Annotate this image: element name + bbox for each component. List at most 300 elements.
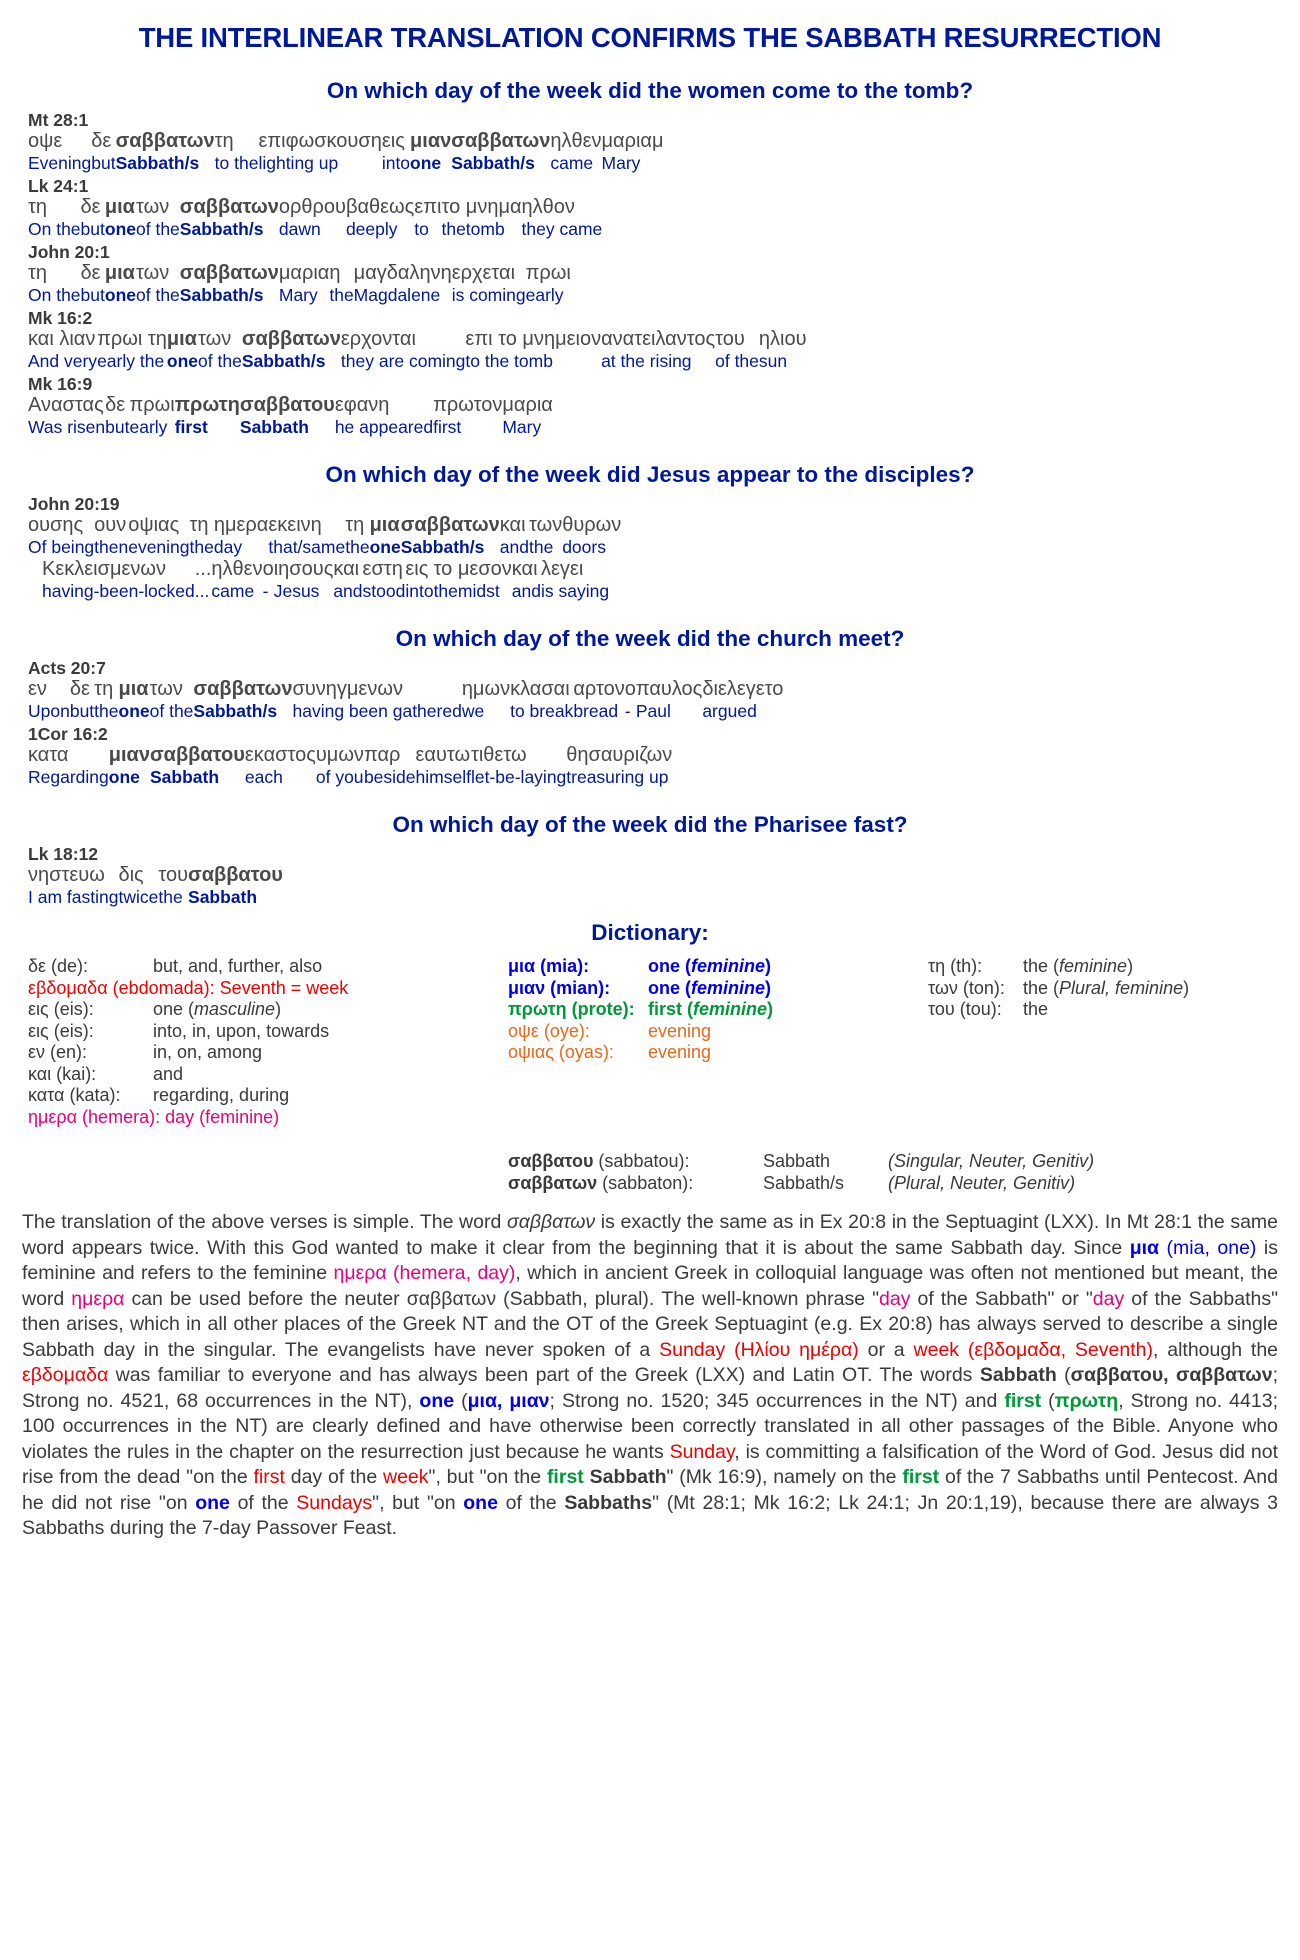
greek-token: πρωι <box>129 394 175 416</box>
greek-token: σαββατων <box>193 678 293 700</box>
dictionary-definition: the <box>1023 999 1049 1019</box>
greek-row <box>28 130 664 152</box>
greek-token: ... <box>194 558 212 580</box>
verse-block <box>0 374 1300 438</box>
english-token: deeply <box>345 219 398 239</box>
dictionary-definition: Sabbath/s <box>763 1172 845 1193</box>
english-row <box>28 886 283 908</box>
section-question: On which day of the week did the women come to the tomb? <box>326 78 974 103</box>
english-token: I am fasting <box>28 887 119 907</box>
english-token: they are coming <box>340 351 466 371</box>
greek-token: μια <box>104 196 135 218</box>
dictionary-term: δε (de): <box>28 956 89 976</box>
english-token: that/same <box>268 537 346 557</box>
verse-reference: Lk 24:1 <box>28 176 89 196</box>
greek-token: πρωτον <box>433 394 503 416</box>
greek-token: των <box>136 196 170 218</box>
greek-token: ορθρου <box>278 196 346 218</box>
greek-token: ο <box>624 678 636 700</box>
greek-row <box>28 514 621 536</box>
paragraph-text: , although the <box>1152 1338 1279 1361</box>
english-token: then <box>94 537 129 557</box>
paragraph-highlight: one <box>195 1491 230 1514</box>
english-token: the <box>189 537 214 557</box>
interlinear-table <box>28 196 602 240</box>
greek-token: εαυτω <box>415 744 471 766</box>
english-token: evening <box>128 537 190 557</box>
paragraph-highlight: Sunday (Ηλίου ημέρα) <box>659 1338 859 1361</box>
greek-row <box>28 394 553 416</box>
greek-token: θησαυριζων <box>566 744 673 766</box>
greek-token: δε <box>80 196 101 218</box>
greek-token: πρωτη <box>174 394 240 416</box>
english-token: the <box>433 581 458 601</box>
paragraph-highlight: one <box>463 1491 498 1514</box>
english-token: and <box>511 581 541 601</box>
english-token: the <box>94 701 119 721</box>
english-token: first <box>433 417 462 437</box>
greek-token: των <box>149 678 183 700</box>
dictionary-entry <box>28 956 508 978</box>
greek-token: παυλος <box>635 678 703 700</box>
paragraph-highlight: first <box>1004 1389 1042 1412</box>
dictionary-term: εβδομαδα (ebdomada): Seventh = week <box>28 977 349 998</box>
dictionary-definition: first (feminine) <box>648 999 774 1019</box>
section-question: On which day of the week did Jesus appear to the disciples? <box>325 462 975 487</box>
english-row <box>28 284 571 306</box>
english-token: doors <box>562 537 606 557</box>
interlinear-table <box>28 394 553 438</box>
english-row <box>28 218 602 240</box>
english-token: one <box>410 153 442 173</box>
greek-token: σαββατου <box>188 864 283 886</box>
english-token: lighting up <box>258 153 339 173</box>
greek-token: και <box>499 514 526 536</box>
english-token: they came <box>521 219 603 239</box>
english-row <box>28 152 664 174</box>
english-token: Sabbath/s <box>451 153 535 173</box>
english-token: but <box>105 417 130 437</box>
greek-token: δε <box>69 678 90 700</box>
greek-token: εφανη <box>334 394 390 416</box>
english-token: Of being <box>28 537 95 557</box>
dictionary-term: και (kai): <box>28 1063 97 1084</box>
english-token: Paul <box>635 701 671 721</box>
english-token: one <box>369 537 401 557</box>
english-token: but <box>80 219 105 239</box>
greek-token: πρωι τη <box>97 328 167 350</box>
paragraph-highlight: day <box>1092 1287 1125 1310</box>
greek-token: του <box>715 328 745 350</box>
paragraph-highlight: (mia, one) <box>1159 1236 1257 1259</box>
english-token: Sabbath/s <box>115 153 200 173</box>
english-row <box>28 416 553 438</box>
verse-reference: Mk 16:2 <box>28 308 93 328</box>
greek-token: ιησους <box>273 558 334 580</box>
greek-token: Κεκλεισμενων <box>42 558 167 580</box>
greek-token: εις <box>381 130 405 152</box>
explanatory-paragraph <box>22 1210 1278 1542</box>
interlinear-table <box>28 328 807 372</box>
dictionary-definition: one (feminine) <box>648 956 772 976</box>
verse-reference: John 20:19 <box>28 494 120 514</box>
english-token: Mary <box>601 153 641 173</box>
paragraph-highlight: first <box>902 1466 940 1488</box>
interlinear-table <box>28 262 571 306</box>
greek-token: και λιαν <box>28 328 96 350</box>
verse-block <box>0 176 1300 240</box>
english-token: let-be-laying <box>470 767 567 787</box>
greek-token: διελεγετο <box>702 678 784 700</box>
verse-block <box>0 242 1300 306</box>
english-token: the <box>158 887 183 907</box>
paragraph-highlight: Sabbath <box>979 1364 1057 1386</box>
english-token: at the rising <box>601 351 692 371</box>
paragraph-text: ( <box>1041 1389 1055 1412</box>
dictionary-entry <box>508 956 928 978</box>
verse-block <box>0 110 1300 174</box>
english-token: midst <box>457 581 500 601</box>
verse-block <box>0 724 1300 788</box>
verse-block <box>0 558 1300 602</box>
dictionary-entry <box>508 999 928 1021</box>
dictionary-grammar-note: (Plural, Neuter, Genitiv) <box>888 1172 1076 1193</box>
paragraph-text: of the Sabbaths" then arises, which in all other places of the Greek NT and the OT of the Greek Septuagint (e.g. Ex 20:8) has always served to describe a single Sabbath day in the singular. The evangelists have never spoken of a <box>22 1287 1279 1361</box>
paragraph-highlight: first <box>546 1466 584 1488</box>
greek-token: μιαν <box>410 130 452 152</box>
greek-token: νηστευω <box>28 864 105 886</box>
greek-token: τη <box>214 130 234 152</box>
english-token: treasuring up <box>566 767 669 787</box>
paragraph-highlight: ημερα (hemera, day) <box>333 1262 516 1284</box>
dictionary-term: τη (th): <box>928 956 983 976</box>
greek-token: πρωι <box>525 262 571 284</box>
paragraph-text: of the <box>497 1491 565 1514</box>
paragraph-highlight: μια, μιαν <box>467 1389 550 1412</box>
greek-token: ηλθον <box>521 196 575 218</box>
greek-row <box>28 744 672 766</box>
paragraph-text: is exactly the same as in Ex 20:8 in the Septuagint (LXX). In Mt 28:1 the same word appears twice. With this God wanted to make it clear from the beginning that it is about the same Sabbath day. Since <box>22 1211 1279 1259</box>
greek-token: συνηγμενων <box>292 678 403 700</box>
dictionary-term: πρωτη (prote): <box>508 999 635 1019</box>
greek-row <box>28 262 571 284</box>
dictionary-definition: in, on, among <box>153 1042 263 1062</box>
english-token: of the <box>715 351 759 371</box>
english-token: Mary <box>278 285 318 305</box>
greek-row <box>28 196 602 218</box>
dictionary-definition: evening <box>648 1042 712 1062</box>
paragraph-text: The translation of the above verses is simple. The word <box>22 1211 507 1233</box>
verse-block <box>0 494 1300 558</box>
greek-token: σαββατων <box>179 196 279 218</box>
dictionary-sabbath-entry <box>508 1173 1280 1195</box>
english-token: twice <box>118 887 159 907</box>
greek-token: το <box>433 558 453 580</box>
dictionary-term: σαββατων (sabbaton): <box>508 1172 694 1193</box>
english-token: tomb <box>465 219 505 239</box>
greek-token: ο <box>262 558 274 580</box>
english-token: Magdalene <box>353 285 441 305</box>
english-token: to <box>414 219 429 239</box>
dictionary-entry <box>28 1085 508 1107</box>
greek-token: ερχονται <box>340 328 416 350</box>
interlinear-table <box>28 130 664 174</box>
paragraph-highlight: σαββατων <box>506 1211 596 1233</box>
greek-token: του <box>158 864 189 886</box>
english-token: of you <box>315 767 364 787</box>
greek-token: ουσης <box>28 514 84 536</box>
greek-token: μια <box>104 262 135 284</box>
paragraph-highlight: Sundays <box>296 1491 373 1514</box>
greek-token: οψε <box>28 130 63 152</box>
paragraph-text: can be used before the neuter σαββατων (Sabbath, plural). The well-known phrase " <box>124 1287 880 1310</box>
greek-token: ηλιου <box>758 328 807 350</box>
dictionary-definition: and <box>153 1063 184 1084</box>
greek-token: επι το μνημειον <box>465 328 602 350</box>
dictionary-term: του (tou): <box>928 999 1002 1019</box>
english-token: Mary <box>502 417 542 437</box>
interlinear-table <box>28 864 283 908</box>
dictionary-entry <box>928 999 1268 1021</box>
greek-token: μαγδαληνη <box>353 262 452 284</box>
greek-token: τη <box>189 514 209 536</box>
greek-token: των <box>136 262 170 284</box>
english-token: the <box>329 285 354 305</box>
paragraph-text: ; Strong no. 1520; 345 occurrences in the NT) and <box>549 1389 1005 1412</box>
dictionary-entry <box>508 1021 928 1043</box>
english-token: Jesus <box>273 581 320 601</box>
paragraph-highlight: week (εβδομαδα, Seventh) <box>913 1338 1153 1361</box>
greek-token: εκαστος <box>244 744 316 766</box>
interlinear-table <box>28 514 621 558</box>
greek-token: δε <box>105 394 126 416</box>
verse-reference: John 20:1 <box>28 242 110 262</box>
dictionary-term: οψε (oye): <box>508 1020 590 1041</box>
paragraph-highlight: πρωτη <box>1054 1389 1119 1412</box>
dictionary-entry <box>928 978 1268 1000</box>
english-token: dawn <box>278 219 321 239</box>
english-token: Sabbath/s <box>241 351 326 371</box>
greek-token: μαρια <box>502 394 553 416</box>
greek-token: θυρων <box>562 514 622 536</box>
greek-row <box>28 864 283 886</box>
english-token: sun <box>758 351 788 371</box>
dictionary-term: μιαν (mian): <box>508 977 611 998</box>
english-token: ... <box>194 581 210 601</box>
greek-token: η <box>329 262 341 284</box>
dictionary-term: σαββατου (sabbatou): <box>508 1151 690 1171</box>
greek-token: παρ <box>363 744 401 766</box>
paragraph-highlight: week <box>382 1466 429 1488</box>
english-token: but <box>91 153 116 173</box>
page-title: THE INTERLINEAR TRANSLATION CONFIRMS THE SABBATH RESURRECTION <box>138 22 1162 53</box>
english-row <box>28 700 783 722</box>
greek-token: το <box>441 196 461 218</box>
english-token: of the <box>149 701 194 721</box>
dictionary-term: των (ton): <box>928 977 1005 998</box>
dictionary-entry <box>28 1107 508 1129</box>
dictionary-sabbath-block <box>0 1130 1300 1194</box>
greek-token: μια <box>118 678 149 700</box>
english-token: On the <box>28 285 81 305</box>
greek-token: σαββατου <box>239 394 335 416</box>
english-token: Evening <box>28 153 92 173</box>
dictionary-entry <box>28 1042 508 1064</box>
dictionary-definition: one (masculine) <box>153 999 282 1019</box>
dictionary-title: Dictionary: <box>591 920 709 945</box>
english-token: is coming <box>451 285 526 305</box>
english-token: Upon <box>28 701 70 721</box>
paragraph-text: ( <box>454 1389 468 1412</box>
english-token: into <box>405 581 434 601</box>
greek-token: εις <box>405 558 429 580</box>
paragraph-text: ( <box>1056 1364 1071 1386</box>
dictionary-column-left <box>28 956 508 1128</box>
dictionary-term: εν (en): <box>28 1042 88 1062</box>
verse-block <box>0 658 1300 722</box>
english-token: Regarding <box>28 767 109 787</box>
interlinear-table <box>42 558 609 602</box>
dictionary-term: εις (eis): <box>28 1020 94 1041</box>
dictionary-term: κατα (kata): <box>28 1085 121 1105</box>
english-token: early <box>525 285 564 305</box>
greek-token: κατα <box>28 744 69 766</box>
paragraph-text: , Strong no. 4413; 100 occurrences in the NT) are clearly defined and have otherwise been correctly translated in all other passages of the Bible. Anyone who violates the rules in the chapter on the resurrection just because he wants <box>22 1389 1278 1463</box>
greek-token: σαββατου <box>149 744 245 766</box>
verse-block <box>0 844 1300 908</box>
paragraph-highlight: Sabbath <box>589 1466 667 1488</box>
english-token: each <box>244 767 283 787</box>
paragraph-highlight: ημερα <box>71 1287 125 1310</box>
english-token: but <box>69 701 95 721</box>
paragraph-highlight: μια <box>1129 1236 1160 1259</box>
dictionary-column-middle <box>508 956 928 1128</box>
english-token: one <box>108 767 140 787</box>
dictionary-definition: Sabbath <box>763 1151 831 1171</box>
dictionary-term: εις (eis): <box>28 999 94 1019</box>
greek-token: και <box>333 558 360 580</box>
verse-reference: Lk 18:12 <box>28 844 99 864</box>
english-token: Sabbath <box>239 417 309 437</box>
sections-container <box>0 78 1300 908</box>
verse-reference: Mk 16:9 <box>28 374 93 394</box>
greek-token: επι <box>414 196 442 218</box>
english-token: early <box>129 417 168 437</box>
verse-reference: 1Cor 16:2 <box>28 724 108 744</box>
dictionary-definition: but, and, further, also <box>153 956 323 976</box>
dictionary-definition: into, in, upon, towards <box>153 1020 330 1041</box>
english-token: of the <box>198 351 242 371</box>
greek-token: εκεινη <box>268 514 322 536</box>
english-token: Sabbath/s <box>193 701 278 721</box>
greek-token: των <box>198 328 232 350</box>
english-token: having been gathered <box>292 701 462 721</box>
dictionary-term: μια (mia): <box>508 956 590 976</box>
english-token: and <box>499 537 529 557</box>
greek-token: μνημα <box>465 196 522 218</box>
paragraph-highlight: one <box>419 1389 455 1412</box>
english-token: one <box>166 351 199 371</box>
dictionary-entry <box>28 978 508 1000</box>
greek-token: ανατειλαντος <box>601 328 716 350</box>
paragraph-text: is feminine and refers to the feminine <box>22 1236 1279 1284</box>
paragraph-text: ", but "on the <box>428 1466 547 1488</box>
english-token: having-been-locked <box>42 581 195 601</box>
greek-token: σαββατων <box>179 262 279 284</box>
greek-token: λεγει <box>541 558 584 580</box>
english-token: And very <box>28 351 98 371</box>
greek-token: εν <box>28 678 47 700</box>
english-token: - <box>624 701 631 721</box>
english-row <box>28 536 621 558</box>
english-token: Sabbath/s <box>400 537 485 557</box>
english-token: On the <box>28 219 81 239</box>
dictionary-definition: the (feminine) <box>1023 956 1134 976</box>
greek-token: σαββατων <box>451 130 551 152</box>
paragraph-text: of the 7 Sabbaths until Pentecost. And he did not rise "on <box>22 1466 1278 1514</box>
paragraph-text: , which in ancient Greek in colloquial language was often not mentioned but meant, the word <box>22 1262 1279 1310</box>
english-token: bread <box>573 701 619 721</box>
greek-token: Αναστας <box>28 394 104 416</box>
verse-block <box>0 308 1300 372</box>
greek-row <box>28 678 783 700</box>
dictionary-sabbath-spacer <box>28 1130 508 1194</box>
english-token: first <box>174 417 208 437</box>
english-token: Sabbath/s <box>179 285 264 305</box>
english-token: Sabbath/s <box>179 219 264 239</box>
dictionary-entry <box>508 978 928 1000</box>
greek-token: τη <box>94 678 114 700</box>
paragraph-highlight: εβδομαδα <box>22 1364 109 1386</box>
english-row <box>42 580 609 602</box>
english-token: to break <box>510 701 574 721</box>
greek-token: ηλθεν <box>550 130 602 152</box>
english-token: - <box>262 581 269 601</box>
greek-token: εστη <box>362 558 403 580</box>
greek-token: σαββατων <box>241 328 341 350</box>
english-token: but <box>80 285 105 305</box>
interlinear-table <box>28 678 783 722</box>
english-token: himself <box>415 767 471 787</box>
dictionary-definition: regarding, during <box>153 1085 290 1105</box>
english-token: the <box>528 537 554 557</box>
dictionary-term: οψιας (oyas): <box>508 1042 614 1062</box>
english-token: is saying <box>541 581 610 601</box>
greek-token: δε <box>91 130 112 152</box>
greek-token: σαββατων <box>400 514 500 536</box>
paragraph-text: ; Strong no. 4521, 68 occurrences in the NT), <box>22 1364 1278 1412</box>
paragraph-text: , is committing a falsification of the Word of God. Jesus did not rise from the dead "on the <box>22 1440 1279 1488</box>
paragraph-highlight: first <box>253 1466 285 1488</box>
paragraph-text: " (Mt 28:1; Mk 16:2; Lk 24:1; Jn 20:1,19), because there are always 3 Sabbaths during the 7-day Passover Feast. <box>22 1491 1278 1539</box>
english-token: early the <box>97 351 165 371</box>
verse-reference: Mt 28:1 <box>28 110 89 130</box>
english-token: to the tomb <box>465 351 553 371</box>
greek-token: μαριαμ <box>601 130 664 152</box>
greek-token: ερχεται <box>451 262 516 284</box>
dictionary-entry <box>28 1064 508 1086</box>
dictionary-entry <box>508 1042 928 1064</box>
paragraph-highlight: Sabbaths <box>564 1491 653 1514</box>
section-question: On which day of the week did the Pharisee fast? <box>392 812 908 837</box>
english-token: argued <box>702 701 757 721</box>
paragraph-text: ", but "on <box>372 1491 464 1514</box>
paragraph-highlight: day <box>879 1287 911 1310</box>
dictionary-entry <box>28 1021 508 1043</box>
greek-token: τη <box>28 262 48 284</box>
english-token: one <box>104 219 136 239</box>
greek-token: ημερα <box>213 514 269 536</box>
